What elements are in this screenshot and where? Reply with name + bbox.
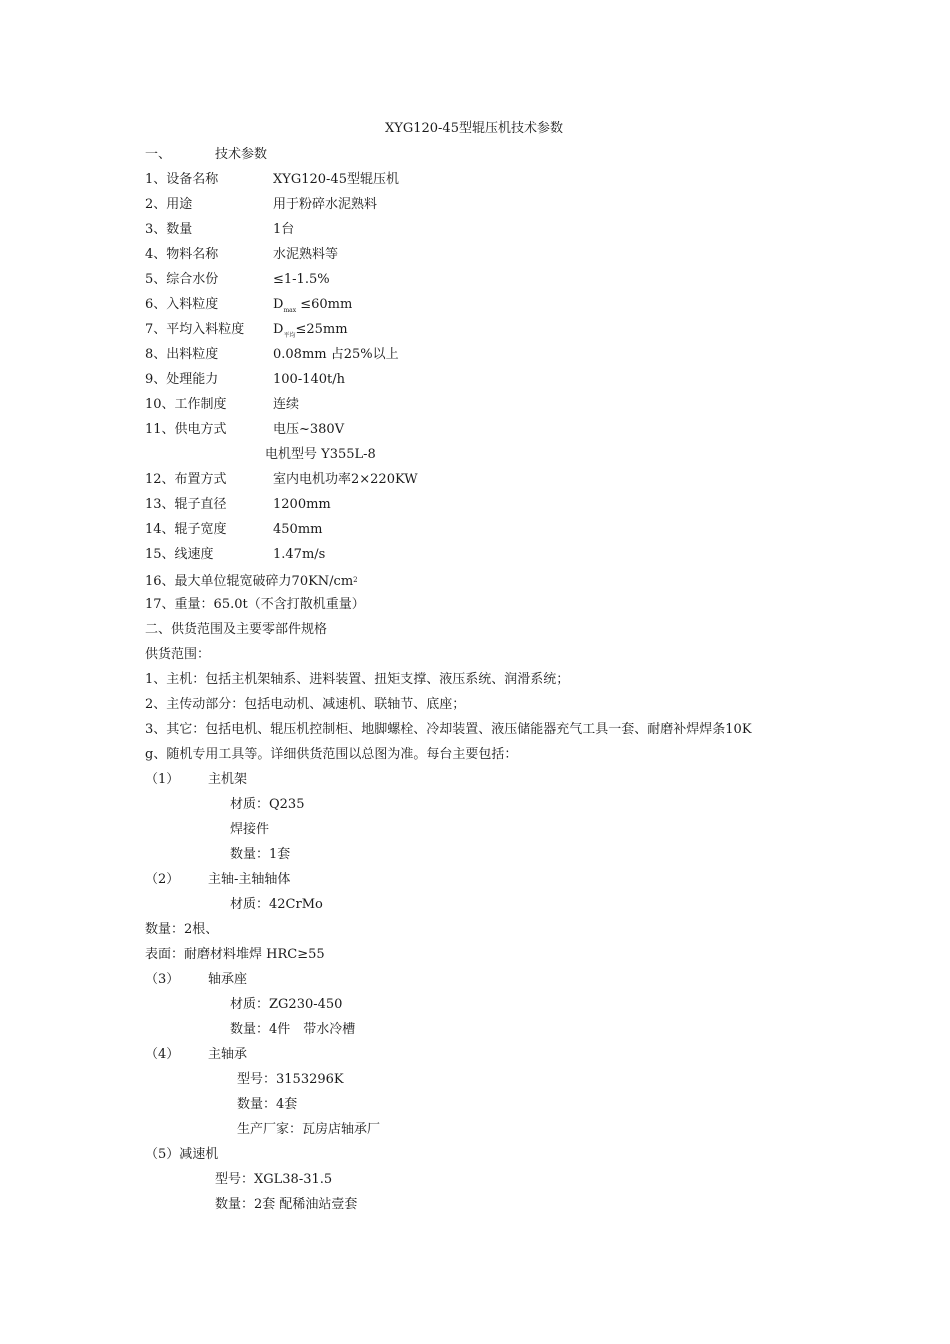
document-title: XYG120-45型辊压机技术参数 — [385, 121, 563, 136]
param-value: 电机型号 Y355L-8 — [265, 447, 376, 462]
param-label: 1、设备名称 — [145, 172, 219, 187]
param-value: 室内电机功率2×220KW — [273, 472, 418, 487]
part-2-material: 材质：42CrMo — [230, 897, 323, 912]
param-value-limit: ≤25mm — [295, 322, 348, 337]
part-5-heading: （5）减速机 — [145, 1147, 219, 1162]
param-label: 13、辊子直径 — [145, 497, 227, 512]
param-value-subscript: 平均 — [283, 332, 296, 339]
param-value-subscript: max — [283, 307, 297, 314]
param-label: 9、处理能力 — [145, 372, 219, 387]
param-value-limit: ≤60mm — [300, 297, 353, 312]
param-label: 7、平均入料粒度 — [145, 322, 245, 337]
param-label: 3、数量 — [145, 222, 193, 237]
param-value: 1200mm — [273, 497, 331, 512]
param-item-17: 17、重量：65.0t（不含打散机重量） — [145, 597, 365, 612]
param-value: 1台 — [273, 222, 295, 237]
param-value: 450mm — [273, 522, 323, 537]
param-value: 1.47m/s — [273, 547, 326, 562]
part-3-name: 轴承座 — [208, 972, 248, 987]
section-heading-2: 二、供货范围及主要零部件规格 — [145, 622, 328, 637]
section-heading-1-label: 技术参数 — [215, 147, 268, 162]
part-1-material: 材质：Q235 — [230, 797, 305, 812]
part-1-type: 焊接件 — [230, 822, 270, 837]
param-value: 0.08mm 占25%以上 — [273, 347, 399, 362]
param-label: 15、线速度 — [145, 547, 214, 562]
param-item-16-superscript: 2 — [353, 576, 358, 584]
part-2-surface: 表面：耐磨材料堆焊 HRC≥55 — [145, 947, 325, 962]
part-4-model: 型号：3153296K — [237, 1072, 344, 1087]
scope-line: 2、主传动部分：包括电动机、减速机、联轴节、底座； — [145, 697, 466, 712]
param-item-16 — [145, 571, 358, 589]
param-value: 电压~380V — [273, 422, 345, 437]
param-label: 10、工作制度 — [145, 397, 227, 412]
part-1-num: （1） — [145, 772, 180, 787]
part-2-qty: 数量：2根、 — [145, 922, 219, 937]
part-4-qty: 数量：4套 — [237, 1097, 298, 1112]
param-label: 11、供电方式 — [145, 422, 227, 437]
part-4-num: （4） — [145, 1047, 180, 1062]
part-5-qty: 数量：2套 配稀油站壹套 — [215, 1197, 358, 1212]
part-3-qty: 数量：4件 带水冷槽 — [230, 1022, 356, 1037]
param-item-16-text: 16、最大单位辊宽破碎力70KN/cm — [145, 574, 354, 589]
param-value: 100-140t/h — [273, 372, 345, 387]
param-label: 5、综合水份 — [145, 272, 219, 287]
param-label: 14、辊子宽度 — [145, 522, 227, 537]
param-value: 水泥熟料等 — [273, 247, 339, 262]
part-2-name: 主轴-主轴轴体 — [208, 872, 291, 887]
param-label: 6、入料粒度 — [145, 297, 219, 312]
part-5-model: 型号：XGL38-31.5 — [215, 1172, 333, 1187]
part-3-material: 材质：ZG230-450 — [230, 997, 343, 1012]
part-1-qty: 数量：1套 — [230, 847, 291, 862]
section-heading-1-num: 一、 — [145, 147, 172, 162]
param-value — [273, 321, 348, 339]
scope-label: 供货范围： — [145, 647, 211, 662]
param-value — [273, 296, 352, 314]
param-label: 4、物料名称 — [145, 247, 219, 262]
param-label: 2、用途 — [145, 197, 193, 212]
part-4-maker: 生产厂家：瓦房店轴承厂 — [237, 1122, 381, 1137]
scope-line: 3、其它：包括电机、辊压机控制柜、地脚螺栓、冷却装置、液压储能器充气工具一套、耐磨补焊焊条10K — [145, 722, 752, 737]
part-4-name: 主轴承 — [208, 1047, 248, 1062]
scope-line: g、随机专用工具等。详细供货范围以总图为准。每台主要包括： — [145, 747, 518, 762]
part-1-name: 主机架 — [208, 772, 248, 787]
param-value: ≤1-1.5% — [273, 272, 330, 287]
scope-line: 1、主机：包括主机架轴系、进料装置、扭矩支撑、液压系统、润滑系统； — [145, 672, 570, 687]
param-value: 用于粉碎水泥熟料 — [273, 197, 378, 212]
part-3-num: （3） — [145, 972, 180, 987]
param-label: 8、出料粒度 — [145, 347, 219, 362]
param-label: 12、布置方式 — [145, 472, 227, 487]
param-value: XYG120-45型辊压机 — [273, 172, 399, 187]
param-value-symbol: D — [273, 322, 284, 337]
param-value-symbol: D — [273, 297, 284, 312]
param-value: 连续 — [273, 397, 300, 412]
part-2-num: （2） — [145, 872, 180, 887]
